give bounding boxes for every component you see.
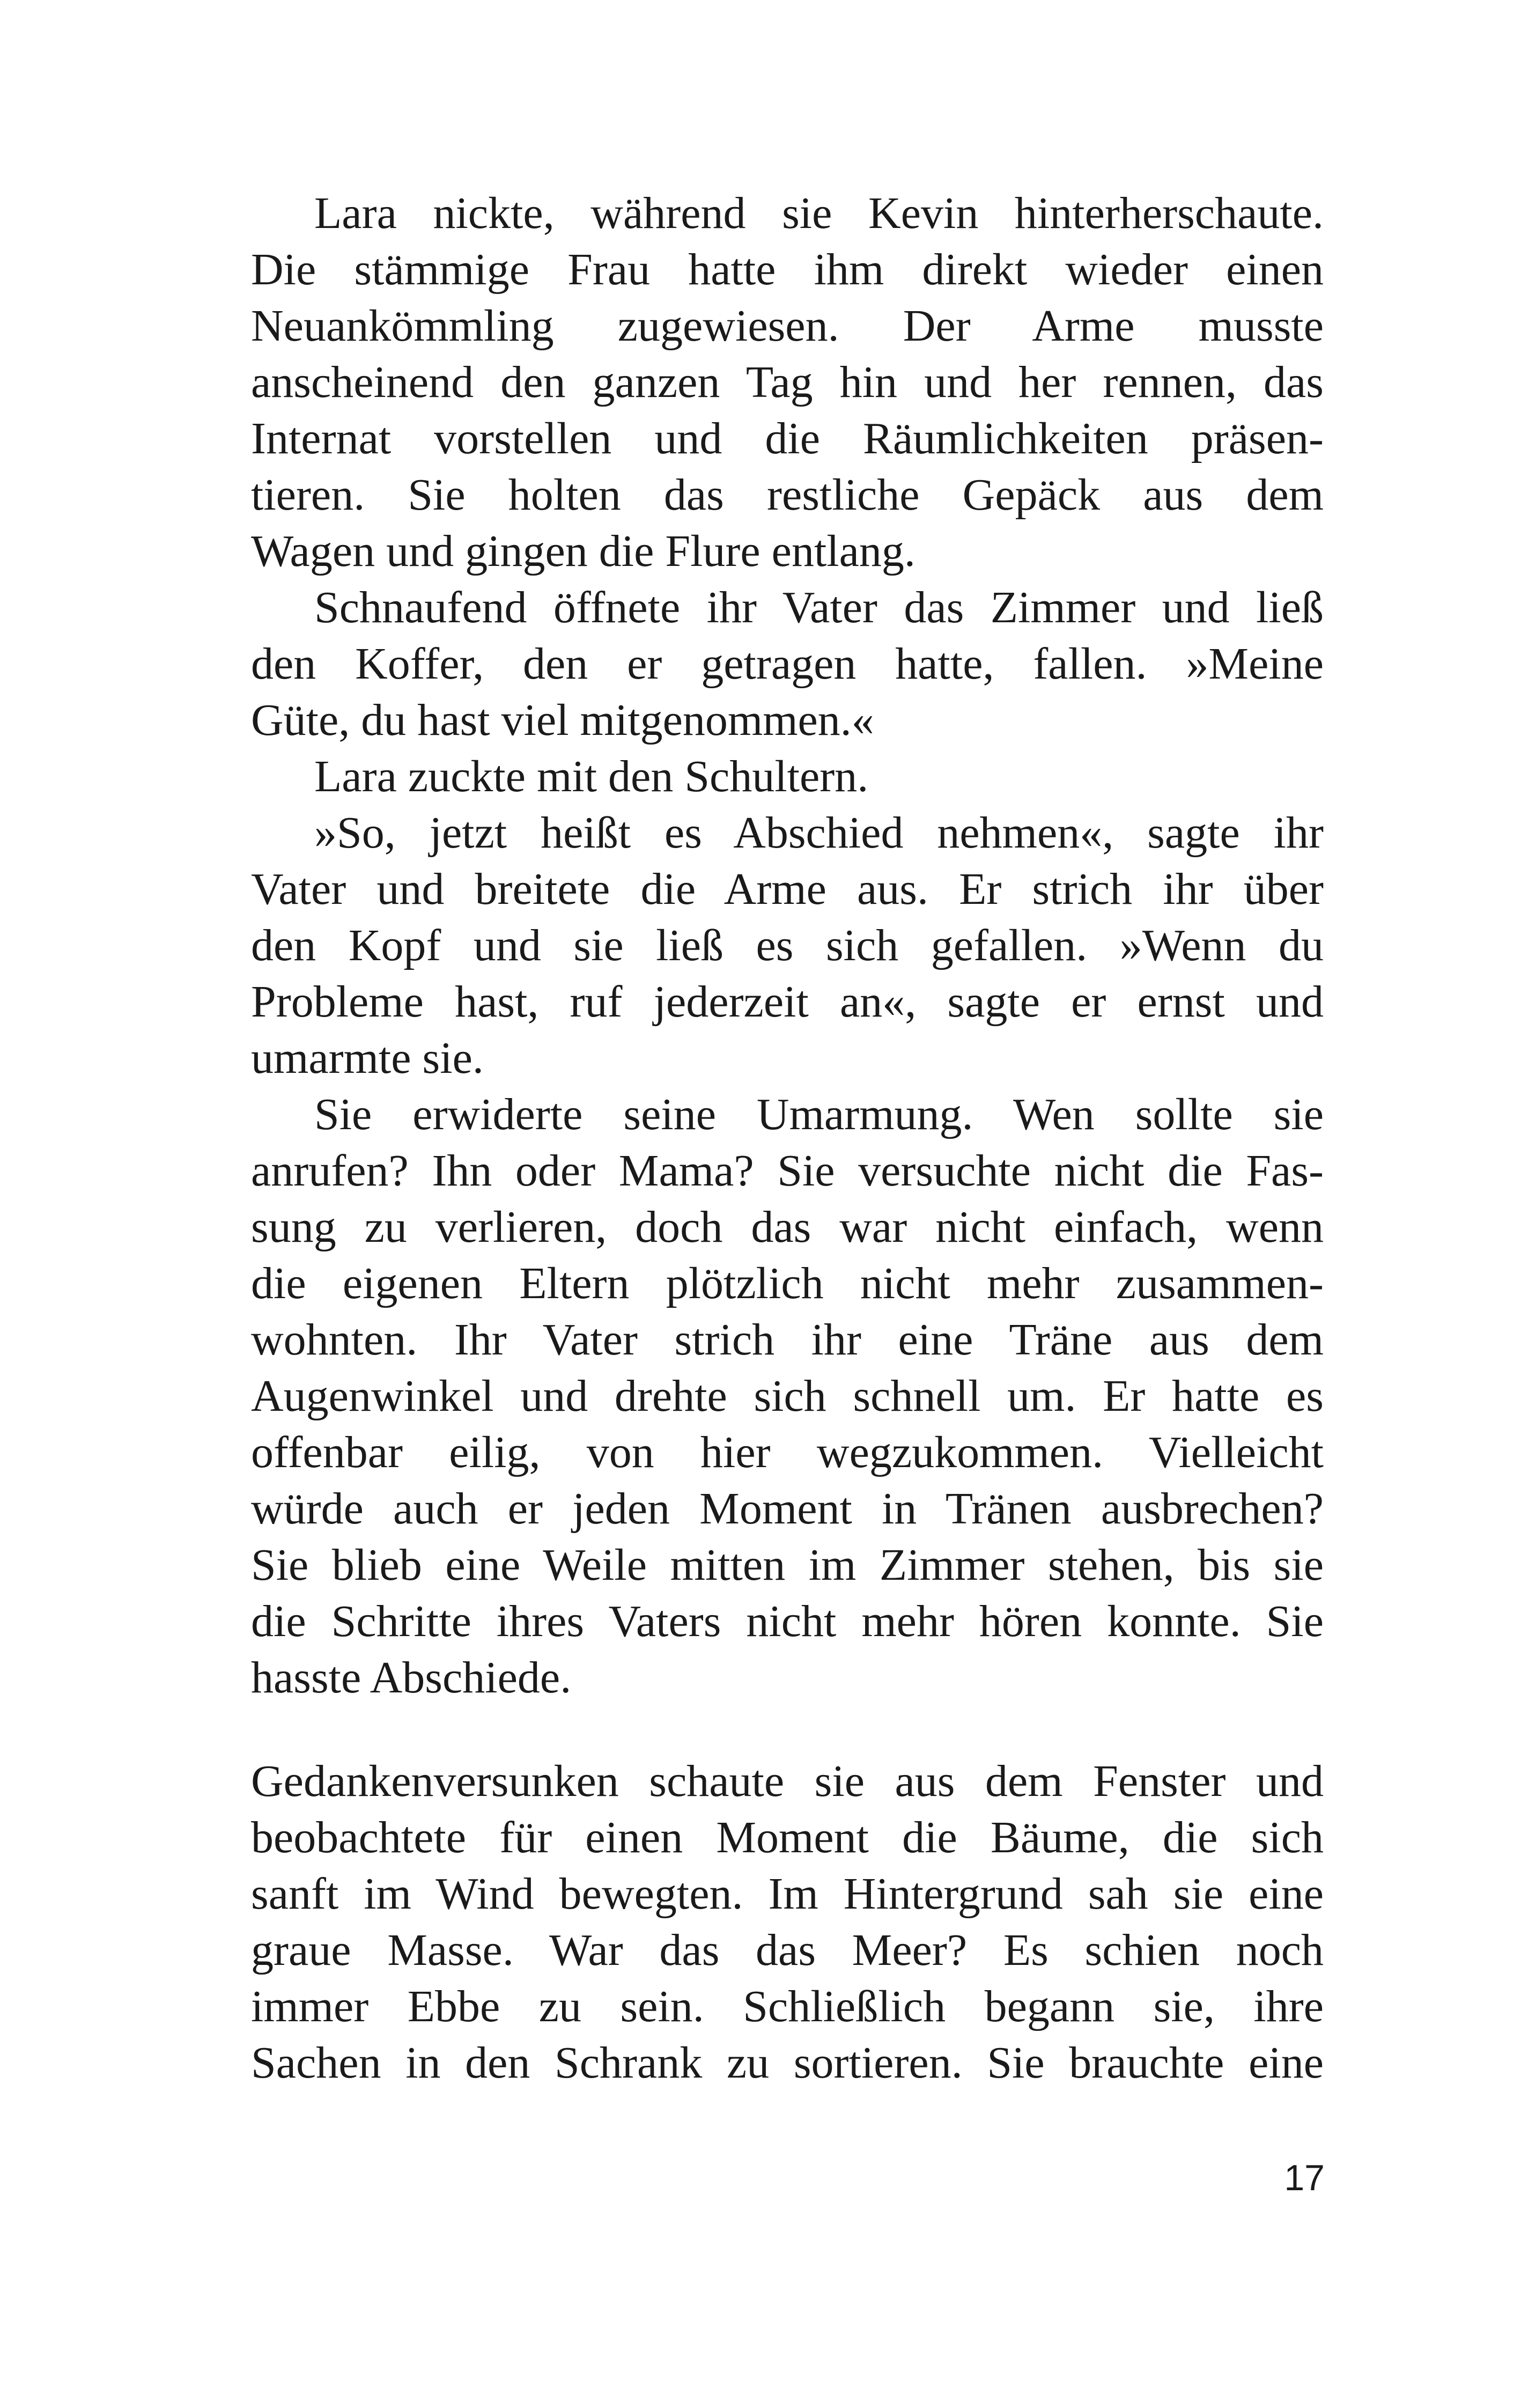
text-line: Die stämmige Frau hatte ihm direkt wieder einen	[251, 245, 1324, 294]
text-line: beobachtete für einen Moment die Bäume, die sich	[251, 1813, 1324, 1862]
text-section-1	[251, 185, 1324, 1706]
text-line: immer Ebbe zu sein. Schließlich begann sie, ihre	[251, 1982, 1324, 2031]
text-section-2	[251, 1753, 1324, 2091]
text-line: Sie blieb eine Weile mitten im Zimmer stehen, bis sie	[251, 1540, 1324, 1590]
text-line: Internat vorstellen und die Räumlichkeiten präsen-	[251, 414, 1324, 463]
text-line: hasste Abschiede.	[251, 1653, 572, 1703]
text-line: sanft im Wind bewegten. Im Hintergrund sah sie eine	[251, 1869, 1324, 1919]
text-line: graue Masse. War das das Meer? Es schien noch	[251, 1925, 1324, 1975]
text-line: Güte, du hast viel mitgenommen.«	[251, 695, 874, 745]
text-line: würde auch er jeden Moment in Tränen ausbrechen?	[251, 1484, 1324, 1534]
text-line: Schnaufend öffnete ihr Vater das Zimmer und ließ	[314, 583, 1324, 632]
text-line: die eigenen Eltern plötzlich nicht mehr zusammen-	[251, 1258, 1324, 1308]
text-line: anrufen? Ihn oder Mama? Sie versuchte nicht die Fas-	[251, 1146, 1324, 1196]
text-line: wohnten. Ihr Vater strich ihr eine Träne aus dem	[251, 1315, 1324, 1365]
text-line: Lara zuckte mit den Schultern.	[314, 752, 869, 801]
text-line: Gedankenversunken schaute sie aus dem Fenster und	[251, 1756, 1324, 1806]
page-number: 17	[1284, 2157, 1325, 2198]
text-line: Wagen und gingen die Flure entlang.	[251, 526, 915, 576]
text-line: tieren. Sie holten das restliche Gepäck aus dem	[251, 470, 1324, 520]
text-line: Vater und breitete die Arme aus. Er strich ihr über	[251, 864, 1324, 914]
text-line: den Kopf und sie ließ es sich gefallen. »Wenn du	[251, 921, 1324, 970]
text-line: den Koffer, den er getragen hatte, fallen. »Meine	[251, 639, 1324, 689]
text-line: die Schritte ihres Vaters nicht mehr hören konnte. Sie	[251, 1596, 1324, 1646]
text-line: Sie erwiderte seine Umarmung. Wen sollte sie	[314, 1089, 1324, 1139]
text-line: Neuankömmling zugewiesen. Der Arme musste	[251, 301, 1324, 351]
text-line: Sachen in den Schrank zu sortieren. Sie brauchte eine	[251, 2038, 1324, 2088]
text-line: Lara nickte, während sie Kevin hinterherschaute.	[314, 188, 1324, 238]
text-line: offenbar eilig, von hier wegzukommen. Vielleicht	[251, 1427, 1324, 1477]
text-line: »So, jetzt heißt es Abschied nehmen«, sagte ihr	[314, 808, 1324, 858]
text-line: sung zu verlieren, doch das war nicht einfach, wenn	[251, 1202, 1324, 1252]
text-line: umarmte sie.	[251, 1033, 484, 1083]
text-line: anscheinend den ganzen Tag hin und her rennen, das	[251, 357, 1324, 407]
text-line: Augenwinkel und drehte sich schnell um. Er hatte es	[251, 1371, 1324, 1421]
text-line: Probleme hast, ruf jederzeit an«, sagte er ernst und	[251, 977, 1324, 1027]
